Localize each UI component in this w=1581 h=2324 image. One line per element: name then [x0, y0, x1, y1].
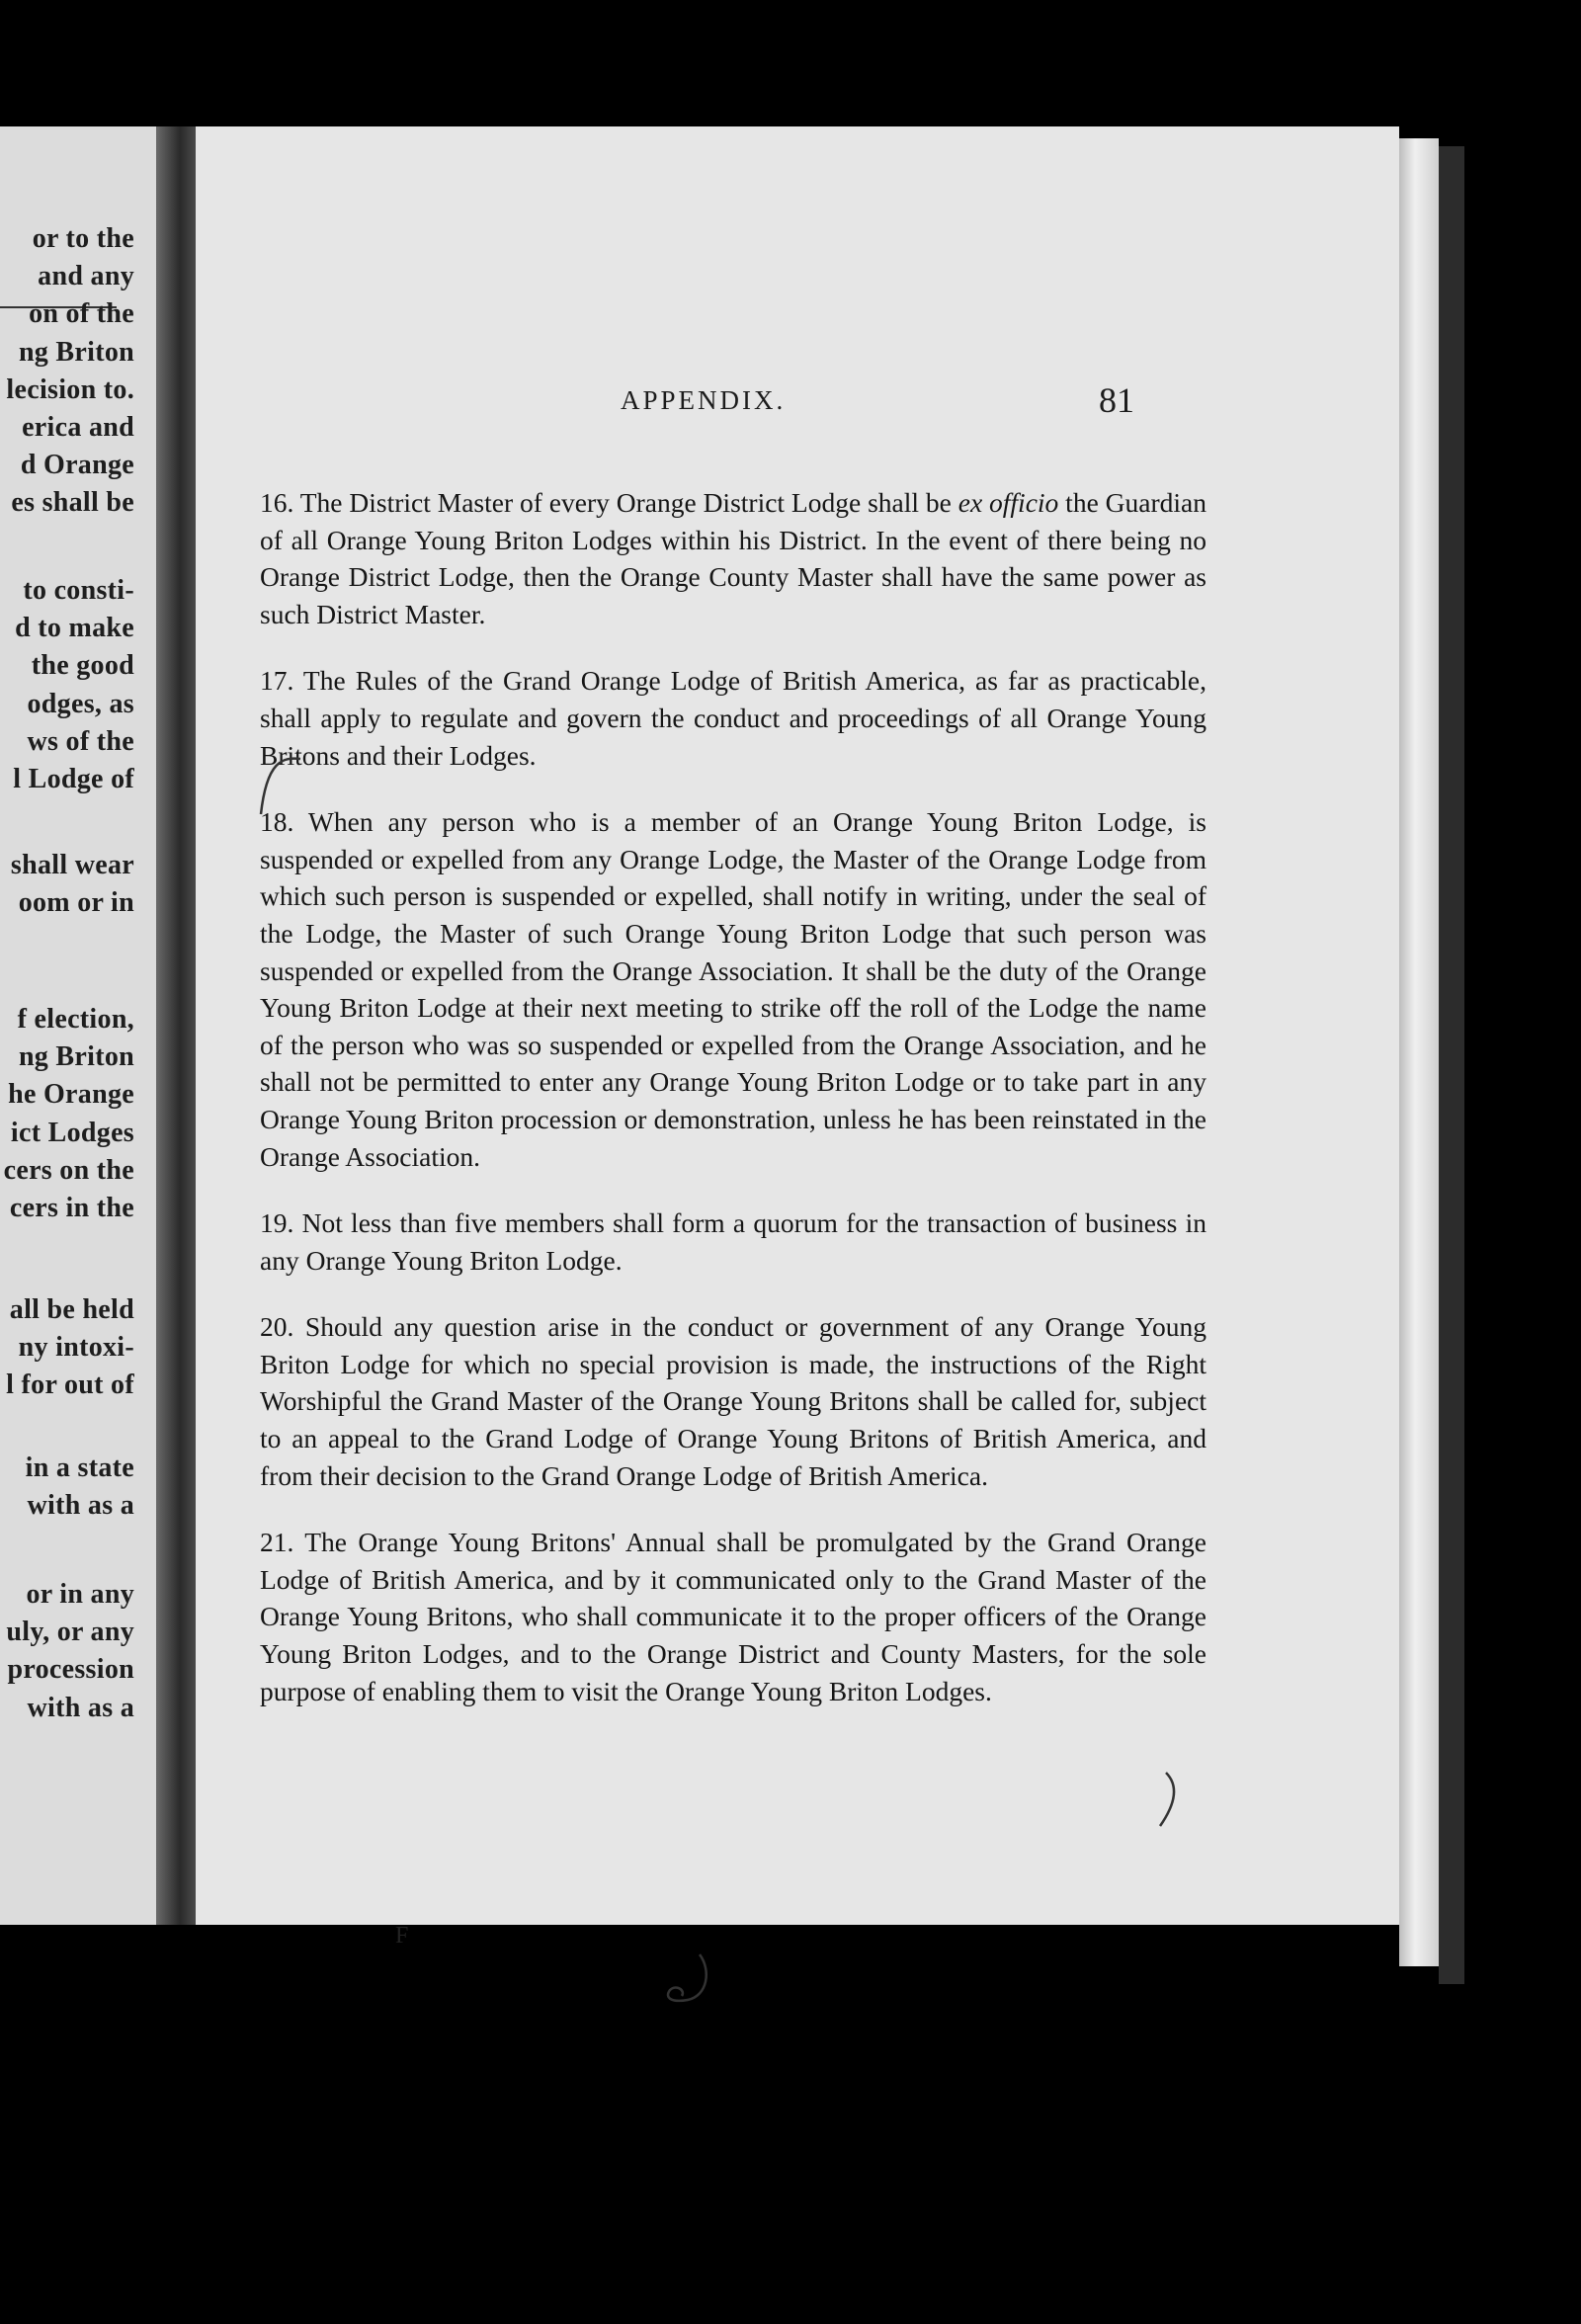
page-number: 81 — [1099, 380, 1134, 420]
left-page-line: uly, or any — [6, 1617, 134, 1648]
left-page-line: or to the — [32, 223, 134, 254]
paragraph-text: Not less than five members shall form a quorum for the transaction of business in any Orange Young Briton Lodge. — [260, 1207, 1207, 1276]
paragraph-18 — [260, 803, 1207, 1175]
left-page-line: with as a — [27, 1692, 134, 1723]
paragraph-number: 21. — [260, 1527, 294, 1558]
paragraph-text: Should any question arise in the conduct or government of any Orange Young Briton Lodge for which no special provision is made, the instructions of the Right Worshipful the Grand Master of the Orange Young Britons shall be called for, subject to an appeal to the Grand Lodge of Orange Young Britons of British America, and from their decision to the Grand Orange Lodge of British America. — [260, 1311, 1207, 1491]
left-page-line: cers in the — [9, 1193, 134, 1223]
left-page-line: f election, — [17, 1004, 134, 1035]
book-cover-edge — [1439, 146, 1464, 1984]
book-gutter — [156, 126, 196, 1925]
left-page-line: with as a — [27, 1490, 134, 1522]
left-page-line: l for out of — [6, 1370, 134, 1401]
left-facing-page — [0, 126, 156, 1925]
pencil-bracket-mark — [253, 755, 302, 824]
paragraph-number: 18. — [260, 806, 294, 838]
left-page-line: shall wear — [10, 850, 134, 880]
pencil-bracket-mark — [1144, 1767, 1194, 1856]
left-page-line: ng Briton — [18, 336, 134, 368]
left-page-line: lecision to. — [6, 374, 134, 405]
running-head — [196, 380, 1399, 425]
left-page-line: on of the — [29, 298, 134, 330]
paragraph-16 — [260, 484, 1207, 632]
left-page-line: d Orange — [20, 450, 134, 481]
paragraph-number: 17. — [260, 665, 294, 697]
paragraph-17 — [260, 662, 1207, 774]
paragraph-number: 19. — [260, 1207, 294, 1239]
paragraph-text: The Rules of the Grand Orange Lodge of British America, as far as practicable, shall apply to regulate and govern the conduct and proceedings of all Orange Young Britons and their Lodges. — [260, 665, 1207, 771]
left-page-line: cers on the — [3, 1154, 134, 1186]
left-page-line: and any — [38, 261, 134, 292]
left-page-line: or in any — [26, 1579, 134, 1610]
left-page-line: to consti- — [23, 575, 134, 606]
left-page-line: es shall be — [11, 487, 134, 519]
paragraph-number: 20. — [260, 1311, 294, 1343]
signature-mark: F — [395, 1923, 409, 1949]
paragraph-text: The District Master of every Orange District Lodge shall be — [293, 487, 958, 518]
main-page — [196, 126, 1399, 1949]
pencil-loop-mark — [652, 1950, 721, 2010]
left-page-line: odges, as — [27, 688, 134, 719]
page-edge — [1399, 138, 1439, 1966]
left-page-line: ws of the — [27, 725, 134, 757]
paragraph-text: When any person who is a member of an Orange Young Briton Lodge, is suspended or expelled from any Orange Lodge, the Master of the Orange Lodge from which such person is suspended or expelled, shall notify in writing, under the seal of the Lodge, the Master of such Orange Young Briton Lodge that such person was suspended or expelled from the Orange Association. It shall be the duty of the Orange Young Briton Lodge at their next meeting to strike off the roll of the Lodge the name of the person who was so suspended or expelled from the Orange Association, and he shall not be permitted to enter any Orange Young Briton Lodge or to take part in any Orange Young Briton procession or demonstration, unless he has been reinstated in the Orange Association. — [260, 806, 1207, 1172]
left-page-line: l Lodge of — [13, 764, 134, 794]
paragraph-italic: ex officio — [957, 487, 1059, 518]
left-page-line: the good — [31, 650, 134, 682]
left-page-line: erica and — [22, 412, 134, 443]
paragraph-19 — [260, 1204, 1207, 1279]
paragraph-20 — [260, 1308, 1207, 1494]
left-page-line: in a state — [25, 1452, 134, 1483]
left-page-line: ict Lodges — [10, 1117, 134, 1148]
paragraph-text: the Guardian of all Orange Young Briton Lodges within his District. In the event of there being no Orange District Lodge, then the Orange County Master shall have the same power as such District Master. — [260, 487, 1207, 629]
text-block — [260, 484, 1207, 1739]
paragraph-text: The Orange Young Britons' Annual shall be promulgated by the Grand Orange Lodge of British America, and by it communicated only to the Grand Master of the Orange Young Britons, who shall communicate it to the proper officers of the Orange Young Briton Lodges, and to the Orange District and County Masters, for the sole purpose of enabling them to visit the Orange Young Briton Lodges. — [260, 1527, 1207, 1706]
paragraph-21 — [260, 1524, 1207, 1709]
left-page-line: oom or in — [18, 887, 134, 919]
paragraph-number: 16. — [260, 487, 294, 518]
page-header-title: APPENDIX. — [621, 385, 787, 415]
left-page-line: he Orange — [8, 1079, 134, 1111]
left-page-line: ng Briton — [18, 1041, 134, 1073]
left-page-line: ny intoxi- — [18, 1332, 134, 1364]
left-page-line: all be held — [9, 1294, 134, 1325]
left-page-line: procession — [7, 1654, 134, 1686]
left-page-line: d to make — [15, 613, 134, 644]
